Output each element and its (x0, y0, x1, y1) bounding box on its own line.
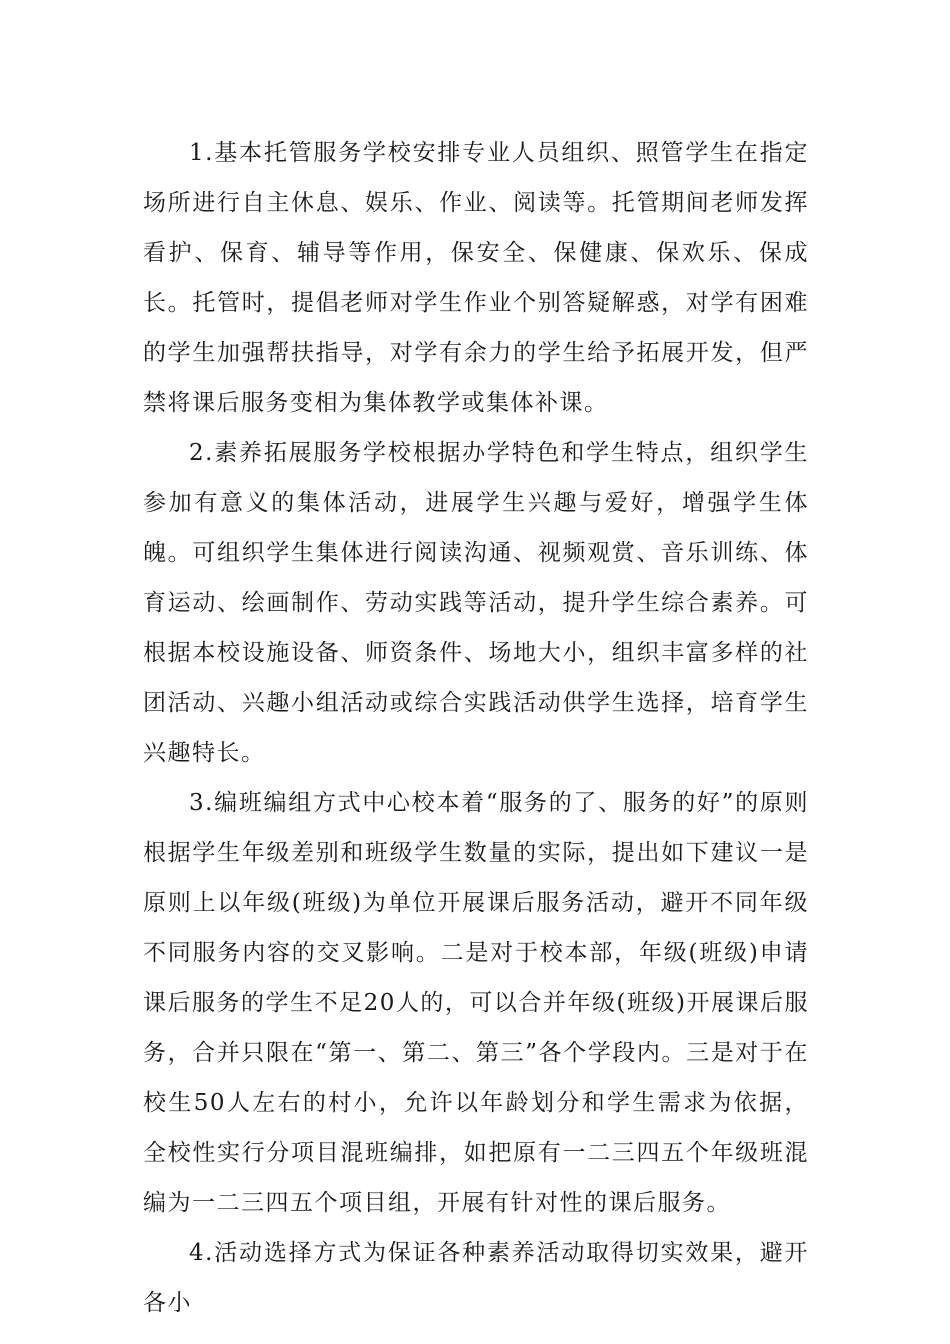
paragraph-4: 4.活动选择方式为保证各种素养活动取得切实效果，避开各小 (143, 1240, 809, 1316)
document-body (143, 128, 809, 1328)
paragraph-3: 3.编班编组方式中心校本着“服务的了、服务的好”的原则根据学生年级差别和班级学生数量的实际，提出如下建议一是原则上以年级(班级)为单位开展课后服务活动，避开不同年级不同服务内容的交叉影响。二是对于校本部，年级(班级)申请课后服务的学生不足20人的，可以合并年级(班级)开展课后服务，合并只限在“第一、第二、第三”各个学段内。三是对于在校生50人左右的村小，允许以年龄划分和学生需求为依据，全校性实行分项目混班编排，如把原有一二三四五个年级班混编为一二三四五个项目组，开展有针对性的课后服务。 (143, 790, 809, 1216)
paragraph-2: 2.素养拓展服务学校根据办学特色和学生特点，组织学生参加有意义的集体活动，进展学生兴趣与爱好，增强学生体魄。可组织学生集体进行阅读沟通、视频观赏、音乐训练、体育运动、绘画制作、劳动实践等活动，提升学生综合素养。可根据本校设施设备、师资条件、场地大小，组织丰富多样的社团活动、兴趣小组活动或综合实践活动供学生选择，培育学生兴趣特长。 (143, 440, 809, 766)
paragraph-1: 1.基本托管服务学校安排专业人员组织、照管学生在指定场所进行自主休息、娱乐、作业、阅读等。托管期间老师发挥看护、保育、辅导等作用，保安全、保健康、保欢乐、保成长。托管时，提倡老师对学生作业个别答疑解惑，对学有困难的学生加强帮扶指导，对学有余力的学生给予拓展开发，但严禁将课后服务变相为集体教学或集体补课。 (143, 140, 809, 416)
